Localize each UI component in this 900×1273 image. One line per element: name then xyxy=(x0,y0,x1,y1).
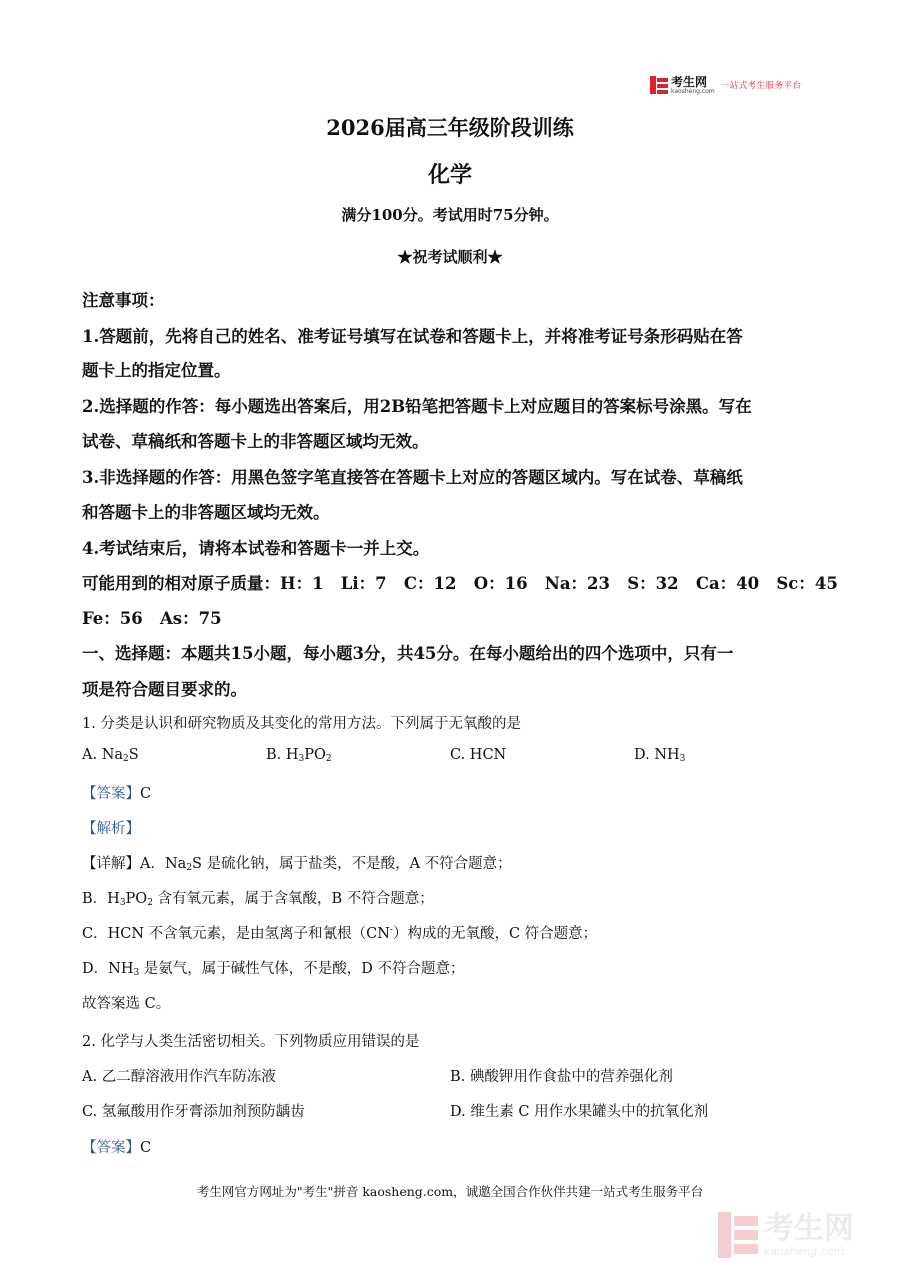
q1-option-b: B. $H_3PO_2$ xyxy=(266,747,332,764)
logo-name: 考生网 xyxy=(671,74,708,89)
q1-conclusion: 故答案选 C。 xyxy=(82,996,171,1012)
q1-answer: 【答案】C xyxy=(82,786,152,802)
notice-heading: 注意事项： xyxy=(82,291,165,310)
notice-item-4: 4.考试结束后，请将本试卷和答题卡一并上交。 xyxy=(82,539,430,558)
exam-title: 2026届高三年级阶段训练 xyxy=(326,115,574,140)
notice-item-3-cont: 和答题卡上的非答题区域均无效。 xyxy=(82,503,330,522)
q1-option-c: C. HCN xyxy=(450,747,507,763)
q1-analysis-tag: 【解析】 xyxy=(82,821,140,837)
watermark-name: 考生网 xyxy=(764,1210,854,1246)
notice-item-1-cont: 题卡上的指定位置。 xyxy=(82,361,231,380)
section-1-heading-cont: 项是符合题目要求的。 xyxy=(82,680,247,699)
logo-slogan: 一站式考生服务平台 xyxy=(720,81,802,91)
q2-option-c: C. 氢氟酸用作牙膏添加剂预防龋齿 xyxy=(82,1104,305,1120)
q1-detail-d: D．$NH_3$ 是氨气，属于碱性气体，不是酸，D 不符合题意； xyxy=(82,961,465,978)
watermark-domain: kaosheng.com xyxy=(764,1244,845,1258)
watermark-icon xyxy=(718,1212,758,1258)
exam-subject: 化学 xyxy=(427,162,472,188)
q1-option-d: D. $NH_3$ xyxy=(634,747,686,764)
atomic-masses: 可能用到的相对原子质量：H：1 Li：7 C：12 O：16 Na：23 S：32 Ca：40 Sc：45 xyxy=(82,574,838,593)
notice-item-1: 1.答题前，先将自己的姓名、准考证号填写在试卷和答题卡上，并将准考证号条形码贴在答 xyxy=(82,327,743,346)
section-1-heading: 一、选择题：本题共15小题，每小题3分，共45分。在每小题给出的四个选项中，只有一 xyxy=(82,644,734,663)
q1-detail-c: C．HCN 不含氧元素，是由氢离子和氰根（CN-）构成的无氧酸，C 符合题意； xyxy=(82,925,598,942)
q2-option-a: A. 乙二醇溶液用作汽车防冻液 xyxy=(82,1069,276,1085)
header-logo xyxy=(650,74,802,96)
q2-answer: 【答案】C xyxy=(82,1140,152,1156)
kaosheng-logo-icon xyxy=(650,76,668,94)
notice-item-2-cont: 试卷、草稿纸和答题卡上的非答题区域均无效。 xyxy=(82,432,429,451)
q1-stem: 1. 分类是认识和研究物质及其变化的常用方法。下列属于无氧酸的是 xyxy=(82,716,521,732)
q2-option-b: B. 碘酸钾用作食盐中的营养强化剂 xyxy=(450,1069,673,1085)
page-footer: 考生网官方网址为"考生"拼音 kaosheng.com，诚邀全国合作伙伴共建一站式考生服务平台 xyxy=(196,1184,704,1199)
q2-stem: 2. 化学与人类生活密切相关。下列物质应用错误的是 xyxy=(82,1034,420,1050)
watermark-logo xyxy=(718,1209,878,1261)
notice-item-2: 2.选择题的作答：每小题选出答案后，用2B铅笔把答题卡上对应题目的答案标号涂黑。写在 xyxy=(82,397,752,416)
atomic-masses-cont: Fe：56 As：75 xyxy=(82,609,222,628)
exam-meta: 满分100分。考试用时75分钟。 xyxy=(341,206,559,224)
q2-option-d: D. 维生素 C 用作水果罐头中的抗氧化剂 xyxy=(450,1104,709,1120)
q1-detail-b: B．$H_3PO_2$ 含有氧元素，属于含氧酸，B 不符合题意； xyxy=(82,891,434,908)
notice-item-3: 3.非选择题的作答：用黑色签字笔直接答在答题卡上对应的答题区域内。写在试卷、草稿纸 xyxy=(82,468,743,487)
q1-detail-a: 【详解】A．$Na_2S$ 是硫化钠，属于盐类，不是酸，A 不符合题意； xyxy=(82,856,512,873)
q1-option-a: A. $Na_2S$ xyxy=(82,747,139,764)
logo-domain: kaosheng.com xyxy=(671,87,715,95)
exam-wish: ★祝考试顺利★ xyxy=(397,248,503,266)
